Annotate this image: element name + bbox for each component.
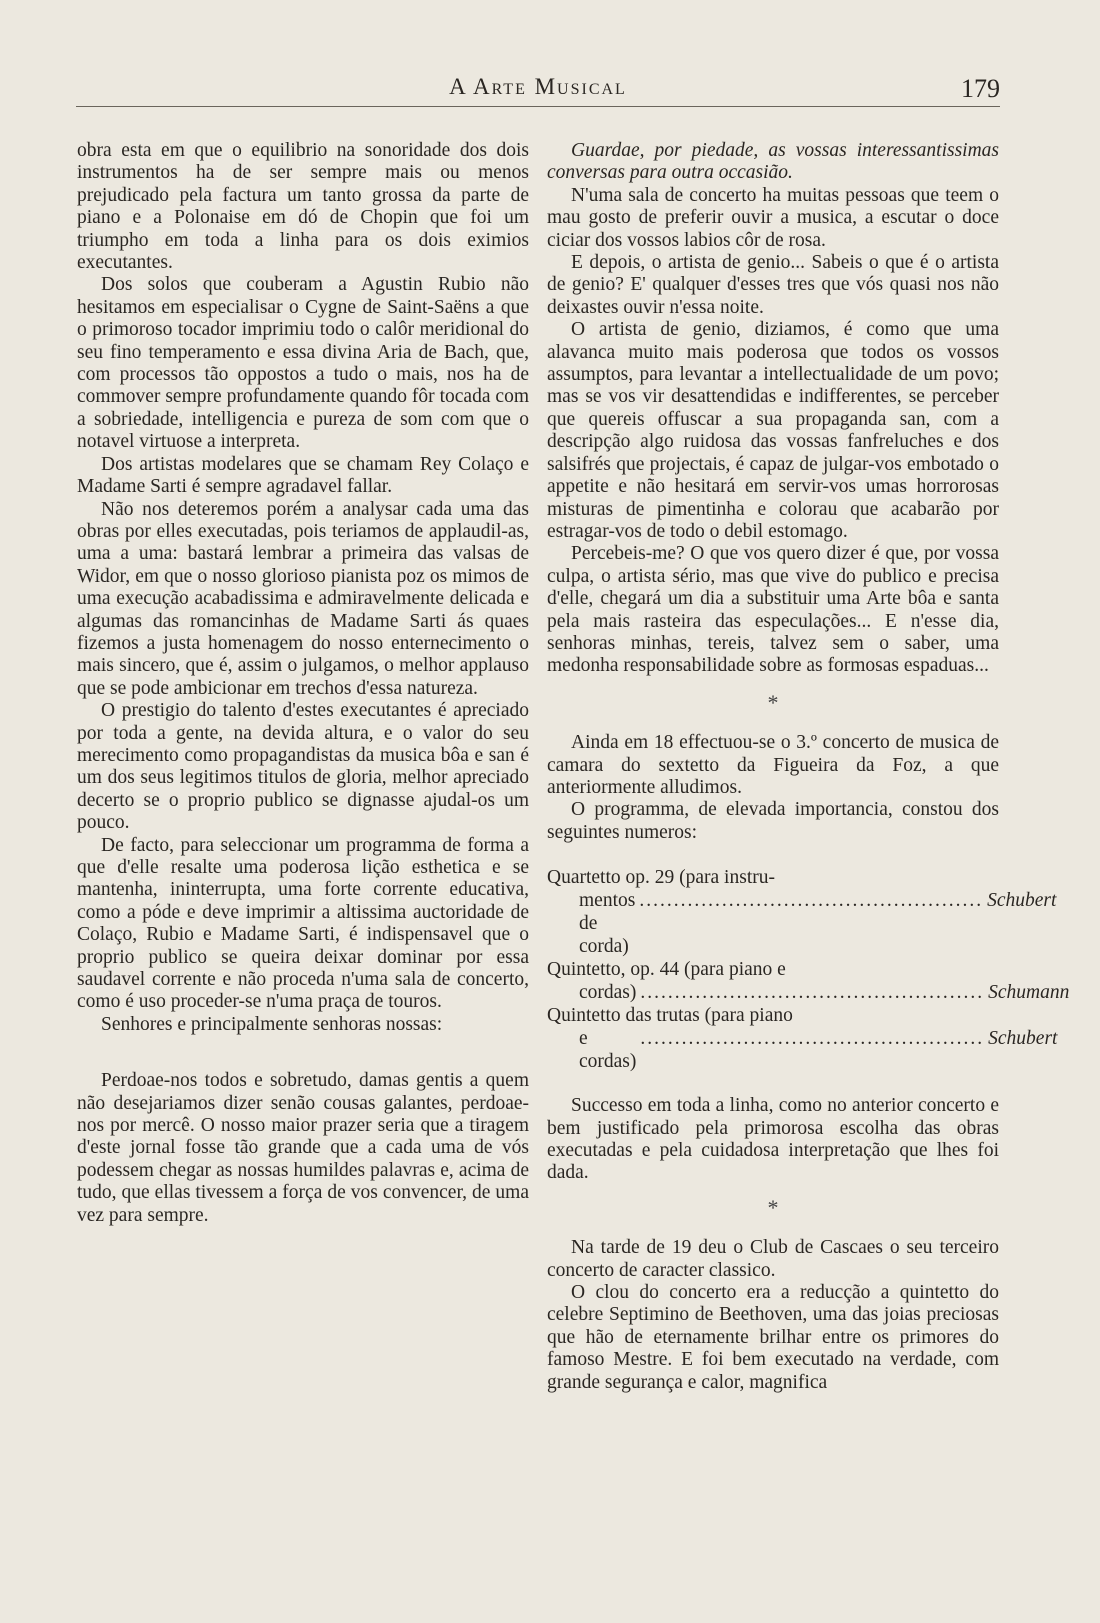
programme-work-subtitle: mentos de corda) — [579, 890, 636, 958]
paragraph: O prestigio do talento d'estes executantes é apreciado por toda a gente, na devida altura, e o valor do seu merecimento como propagandistas da musica bôa e san é um dos seus legitimos titulos de gloria, melhor apreciado decerto se o proprio publico se dignasse ajudal-os um pouco. — [77, 700, 529, 834]
programme-work-subtitle: cordas) — [579, 982, 637, 1004]
leader-dots: .................................................. — [640, 982, 985, 1004]
paragraph: Perdoae-nos todos e sobretudo, damas gentis a quem não desejariamos dizer senão cousas galantes, perdoae-nos por mercê. O nosso maior prazer seria que a tiragem d'este jornal fosse tão grande que a cada uma de vós podessem chegar as nossas humildes palavras e, acima de tudo, que ellas tivessem a força de vos convencer, de uma vez para sempre. — [77, 1070, 529, 1226]
paragraph: O artista de genio, diziamos, é como que uma alavanca muito mais poderosa que todos os vossos assumptos, para levantar a intellectualidade de um povo; mas se vos vir desattendidas e indifferentes, se perceber que quereis offuscar a sua propaganda san, com a descripção algo ruidosa das vossas fanfreluches e dos salsifrés que projectais, é capaz de julgar-vos embotado o appetite e não hesitará em servir-vos umas horrorosas misturas de pimentinha e colorau que acabarão por estragar-vos de todo o debil estomago. — [547, 319, 999, 542]
paragraph: Dos solos que couberam a Agustin Rubio não hesitamos em especialisar o Cygne de Saint-Saëns a que o primoroso tocador imprimiu todo o calôr meridional do seu fino temperamento e essa divina Aria de Bach, que, com processos tão oppostos a tudo o mais, nos ha de commover sempre profundamente quando fôr tocada com a sobriedade, intelligencia e pureza de som com que o notavel virtuose a interpreta. — [77, 274, 529, 453]
programme-item — [547, 958, 999, 981]
section-separator: * — [767, 689, 779, 715]
programme-composer: Schumann — [988, 982, 1070, 1004]
programme-composer: Schubert — [988, 1028, 1058, 1050]
spacer — [547, 844, 999, 866]
leader-dots: .................................................. — [639, 890, 984, 912]
programme-item-continuation — [547, 981, 1070, 1004]
concert-programme — [547, 866, 1070, 1073]
programme-item — [547, 1004, 999, 1027]
section-separator: * — [767, 1194, 779, 1220]
italic-opening: Guardae, por piedade, as vossas interessantissimas conversas para outra occasião. — [547, 140, 999, 184]
paragraph: Não nos deteremos porém a analysar cada uma das obras por elles executadas, pois teriamos de applaudil-as, uma a uma: bastará lembrar a primeira das valsas de Widor, em que o nosso glorioso pianista poz os mimos de uma execução acabadissima e admiravelmente delicada e algumas das romancinhas de Madame Sarti ás quaes fizemos a justa homenagem do nosso enternecimento o mais sincero, que é, assim o julgamos, o melhor applauso que se pode ambicionar em trechos d'essa natureza. — [77, 498, 529, 699]
leader-dots: .................................................. — [640, 1028, 985, 1050]
left-column — [77, 140, 529, 1227]
paragraph: E depois, o artista de genio... Sabeis o que é o artista de genio? E' qualquer d'esses tres que vós quasi nos não deixastes ouvir n'essa noite. — [547, 252, 999, 318]
programme-work-subtitle: e cordas) — [579, 1028, 637, 1073]
paragraph: N'uma sala de concerto ha muitas pessoas que teem o mau gosto de preferir ouvir a musica, a escutar o doce ciciar dos vossos labios côr de rosa. — [547, 184, 999, 251]
programme-work-title: Quintetto das trutas (para piano — [547, 1005, 793, 1027]
programme-item-continuation — [547, 889, 1057, 958]
programme-work-title: Quintetto, op. 44 (para piano e — [547, 959, 786, 981]
paragraph: O clou do concerto era a reducção a quintetto do celebre Septimino de Beethoven, uma das joias preciosas que hão de eternamente brilhar entre os primores do famoso Mestre. E foi bem executado na verdade, com grande segurança e calor, magnifica — [547, 1282, 999, 1393]
paragraph: Senhores e principalmente senhoras nossas: — [101, 1013, 443, 1035]
programme-composer: Schubert — [987, 890, 1057, 912]
spacer — [547, 1073, 999, 1095]
paragraph: Na tarde de 19 deu o Club de Cascaes o seu terceiro concerto de caracter classico. — [547, 1237, 999, 1281]
paragraph: Dos artistas modelares que se chamam Rey Colaço e Madame Sarti é sempre agradavel fallar. — [77, 453, 529, 498]
journal-title: A Arte Musical — [449, 74, 627, 99]
right-column — [547, 140, 1070, 1394]
programme-item — [547, 866, 999, 889]
spacer — [77, 1036, 529, 1070]
paragraph: De facto, para seleccionar um programma de forma a que d'elle resalte uma poderosa lição esthetica e se mantenha, ininterrupta, uma forte corrente educativa, como a póde e deve imprimir a altissima auctoridade de Colaço, Rubio e Madame Sarti, é indispensavel que o proprio publico se queira deixar dominar por essa saudavel corrente e não proceda n'uma sala de concerto, como é uso proceder-se n'uma praça de touros. — [77, 834, 529, 1013]
paragraph: obra esta em que o equilibrio na sonoridade dos dois instrumentos ha de ser sempre mais ou menos prejudicado pela factura um tanto grossa da parte de piano e a Polonaise em dó de Chopin que foi um triumpho em toda a linha para os dois eximios executantes. — [77, 140, 529, 274]
paragraph: O programma, de elevada importancia, constou dos seguintes numeros: — [547, 799, 999, 843]
programme-item-continuation — [547, 1027, 1058, 1073]
paragraph: Successo em toda a linha, como no anterior concerto e bem justificado pela primorosa escolha das obras executadas e pela cuidadosa interpretação que lhes foi dada. — [547, 1095, 999, 1184]
page-number: 179 — [961, 74, 1000, 103]
paragraph: Percebeis-me? O que vos quero dizer é que, por vossa culpa, o artista sério, mas que vive do publico e precisa d'elle, chegará um dia a substituir uma Arte bôa e santa pela mais rasteira das especulações... E n'esse dia, senhoras minhas, tereis, talvez sem o saber, uma medonha responsabilidade sobre as formosas espaduas... — [547, 543, 999, 677]
programme-work-title: Quartetto op. 29 (para instru- — [547, 867, 775, 889]
paragraph: Ainda em 18 effectuou-se o 3.º concerto de musica de camara do sextetto da Figueira da Foz, a que anteriormente alludimos. — [547, 732, 999, 798]
running-header — [76, 74, 1000, 107]
